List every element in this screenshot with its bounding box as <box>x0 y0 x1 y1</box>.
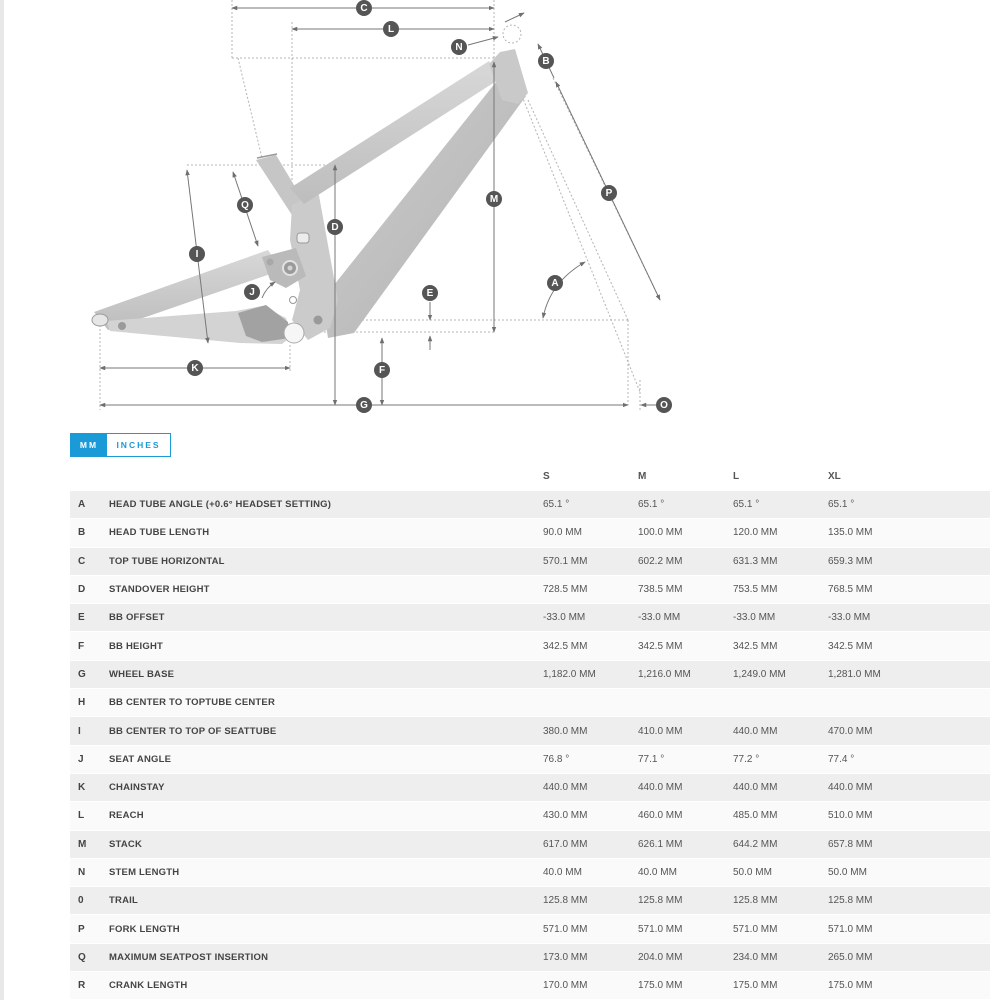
value-l: 753.5 MM <box>733 584 778 596</box>
row-label: WHEEL BASE <box>109 668 175 680</box>
value-l: -33.0 MM <box>733 612 776 624</box>
value-s: 173.0 MM <box>543 951 588 963</box>
marker-g <box>356 397 372 413</box>
row-key: R <box>78 980 86 992</box>
row-key: E <box>78 612 85 624</box>
value-m: 40.0 MM <box>638 867 677 878</box>
row-label: BB OFFSET <box>109 612 165 624</box>
row-key: N <box>78 867 86 878</box>
value-m: 125.8 MM <box>638 895 683 907</box>
value-s: 1,182.0 MM <box>543 668 596 680</box>
row-key: I <box>78 725 81 737</box>
geometry-table <box>70 463 990 999</box>
bottom-bracket <box>284 323 304 343</box>
marker-c <box>356 0 372 16</box>
value-s: 571.0 MM <box>543 923 588 935</box>
row-label: BB CENTER TO TOPTUBE CENTER <box>109 697 276 709</box>
marker-letter: E <box>426 288 434 299</box>
row-key: L <box>78 810 85 822</box>
value-xl: 571.0 MM <box>828 923 873 935</box>
value-l: 440.0 MM <box>733 725 778 737</box>
row-label: STACK <box>109 838 143 850</box>
value-s: 728.5 MM <box>543 584 588 596</box>
marker-b <box>538 53 554 69</box>
value-m: 204.0 MM <box>638 951 683 963</box>
value-xl: 657.8 MM <box>828 838 873 850</box>
pivot <box>118 322 126 330</box>
value-s: 430.0 MM <box>543 810 588 822</box>
marker-letter: F <box>378 365 386 376</box>
row-label: REACH <box>109 810 144 822</box>
value-m: 65.1 ° <box>638 499 665 511</box>
row-label: CHAINSTAY <box>109 782 165 794</box>
pivot-center <box>288 266 293 271</box>
value-s: 40.0 MM <box>543 867 582 878</box>
units-toggle <box>70 433 171 457</box>
table-header <box>70 463 990 490</box>
value-l: 234.0 MM <box>733 951 778 963</box>
value-m: 626.1 MM <box>638 838 683 850</box>
row-key: F <box>78 640 85 652</box>
value-m: 571.0 MM <box>638 923 683 935</box>
row-label: FORK LENGTH <box>109 923 180 935</box>
value-s: 76.8 ° <box>543 753 570 765</box>
value-xl: 77.4 ° <box>828 753 855 765</box>
row-key: D <box>78 584 86 596</box>
row-key: C <box>78 555 86 567</box>
column-header-m: M <box>638 471 647 482</box>
stem-arrow <box>505 13 524 22</box>
value-l: 342.5 MM <box>733 640 778 652</box>
row-label: BB CENTER TO TOP OF SEATTUBE <box>109 725 277 737</box>
value-xl: 265.0 MM <box>828 951 873 963</box>
value-s: 570.1 MM <box>543 555 588 567</box>
marker-letter: I <box>195 249 199 260</box>
marker-letter: N <box>455 42 463 53</box>
marker-j <box>244 284 260 300</box>
row-key: H <box>78 697 86 709</box>
row-key: P <box>78 923 85 935</box>
row-label: MAXIMUM SEATPOST INSERTION <box>109 951 269 963</box>
marker-letter: O <box>660 400 668 411</box>
shock <box>297 233 309 243</box>
dimension-arc-a <box>543 262 585 318</box>
row-label: TOP TUBE HORIZONTAL <box>109 555 225 567</box>
marker-letter: L <box>387 24 395 35</box>
row-key: Q <box>78 951 86 963</box>
column-header-xl: XL <box>828 471 841 482</box>
construction-line <box>528 100 628 320</box>
value-s: 380.0 MM <box>543 725 588 737</box>
value-l: 571.0 MM <box>733 923 778 935</box>
geometry-row-i <box>70 716 990 744</box>
marker-letter: P <box>605 188 613 199</box>
value-m: 342.5 MM <box>638 640 683 652</box>
value-s: 342.5 MM <box>543 640 588 652</box>
marker-letter: K <box>191 363 199 374</box>
value-m: 1,216.0 MM <box>638 668 691 680</box>
pivot <box>267 259 274 266</box>
marker-o <box>656 397 672 413</box>
geometry-row-c <box>70 547 990 575</box>
column-header-s: S <box>543 471 550 482</box>
rear-dropout <box>92 314 108 326</box>
marker-i <box>189 246 205 262</box>
geometry-row-n <box>70 858 990 886</box>
marker-f <box>374 362 390 378</box>
value-m: 77.1 ° <box>638 753 665 765</box>
construction-line <box>522 96 640 392</box>
marker-m <box>486 191 502 207</box>
value-s: 125.8 MM <box>543 895 588 907</box>
marker-letter: Q <box>241 200 249 211</box>
geometry-diagram <box>0 0 1000 425</box>
stem-outline <box>503 25 521 43</box>
marker-q <box>237 197 253 213</box>
value-l: 440.0 MM <box>733 782 778 794</box>
geometry-row-f <box>70 631 990 659</box>
value-m: 460.0 MM <box>638 810 683 822</box>
marker-e <box>422 285 438 301</box>
value-xl: 175.0 MM <box>828 980 873 992</box>
row-key: A <box>78 499 86 511</box>
construction-lines <box>100 0 660 412</box>
geometry-row-d <box>70 575 990 603</box>
pivot <box>314 316 323 325</box>
value-s: 65.1 ° <box>543 499 570 511</box>
value-l: 65.1 ° <box>733 499 760 511</box>
value-xl: 440.0 MM <box>828 782 873 794</box>
marker-letter: M <box>489 194 499 205</box>
marker-d <box>327 219 343 235</box>
value-m: 602.2 MM <box>638 555 683 567</box>
row-label: HEAD TUBE LENGTH <box>109 527 210 539</box>
geometry-row-j <box>70 745 990 773</box>
marker-letter: D <box>331 222 339 233</box>
geometry-row-l <box>70 801 990 829</box>
row-label: SEAT ANGLE <box>109 753 172 765</box>
construction-line <box>238 58 262 158</box>
value-l: 50.0 MM <box>733 867 772 878</box>
row-key: 0 <box>78 895 84 907</box>
row-label: BB HEIGHT <box>109 640 164 652</box>
value-xl: 659.3 MM <box>828 555 873 567</box>
marker-letter: C <box>360 3 368 14</box>
value-l: 175.0 MM <box>733 980 778 992</box>
geometry-row-q <box>70 943 990 971</box>
marker-letter: A <box>551 278 559 289</box>
inches-unit-button[interactable]: INCHES <box>107 434 170 456</box>
marker-a <box>547 275 563 291</box>
row-label: HEAD TUBE ANGLE (+0.6° HEADSET SETTING) <box>109 499 332 511</box>
marker-p <box>601 185 617 201</box>
value-l: 485.0 MM <box>733 810 778 822</box>
value-s: 90.0 MM <box>543 527 582 539</box>
value-l: 77.2 ° <box>733 753 760 765</box>
value-s: 440.0 MM <box>543 782 588 794</box>
marker-l <box>383 21 399 37</box>
value-xl: 342.5 MM <box>828 640 873 652</box>
row-label: TRAIL <box>109 895 138 907</box>
row-key: J <box>78 753 84 765</box>
row-label: STANDOVER HEIGHT <box>109 584 210 596</box>
row-key: B <box>78 527 86 539</box>
value-l: 644.2 MM <box>733 838 778 850</box>
geometry-row-m <box>70 830 990 858</box>
value-xl: 50.0 MM <box>828 867 867 878</box>
value-m: 440.0 MM <box>638 782 683 794</box>
marker-letter: B <box>542 56 550 67</box>
row-key: K <box>78 782 86 794</box>
row-key: M <box>78 838 87 850</box>
value-m: -33.0 MM <box>638 612 681 624</box>
row-key: G <box>78 668 86 680</box>
value-xl: 470.0 MM <box>828 725 873 737</box>
geometry-row-a <box>70 490 990 518</box>
geometry-row-k <box>70 773 990 801</box>
geometry-row-g <box>70 660 990 688</box>
value-l: 1,249.0 MM <box>733 668 786 680</box>
geometry-row-e <box>70 603 990 631</box>
value-s: 617.0 MM <box>543 838 588 850</box>
marker-n <box>451 39 467 55</box>
geometry-row-0 <box>70 886 990 914</box>
row-label: STEM LENGTH <box>109 867 180 878</box>
column-header-l: L <box>733 471 740 482</box>
value-m: 410.0 MM <box>638 725 683 737</box>
value-l: 120.0 MM <box>733 527 778 539</box>
value-s: -33.0 MM <box>543 612 586 624</box>
value-xl: 1,281.0 MM <box>828 668 881 680</box>
value-m: 738.5 MM <box>638 584 683 596</box>
mm-unit-button[interactable]: MM <box>71 434 107 456</box>
value-m: 100.0 MM <box>638 527 683 539</box>
marker-k <box>187 360 203 376</box>
geometry-row-r <box>70 971 990 999</box>
geometry-row-b <box>70 518 990 546</box>
pivot <box>290 297 297 304</box>
value-s: 170.0 MM <box>543 980 588 992</box>
value-l: 631.3 MM <box>733 555 778 567</box>
marker-letter: G <box>360 400 368 411</box>
value-xl: 510.0 MM <box>828 810 873 822</box>
value-m: 175.0 MM <box>638 980 683 992</box>
value-xl: 65.1 ° <box>828 499 855 511</box>
value-xl: 135.0 MM <box>828 527 873 539</box>
geometry-row-h <box>70 688 990 716</box>
bike-frame <box>92 49 528 344</box>
value-xl: -33.0 MM <box>828 612 871 624</box>
value-l: 125.8 MM <box>733 895 778 907</box>
marker-letter: J <box>249 287 255 298</box>
row-label: CRANK LENGTH <box>109 980 188 992</box>
value-xl: 768.5 MM <box>828 584 873 596</box>
dimension-arc-j <box>262 282 275 298</box>
value-xl: 125.8 MM <box>828 895 873 907</box>
geometry-row-p <box>70 914 990 942</box>
